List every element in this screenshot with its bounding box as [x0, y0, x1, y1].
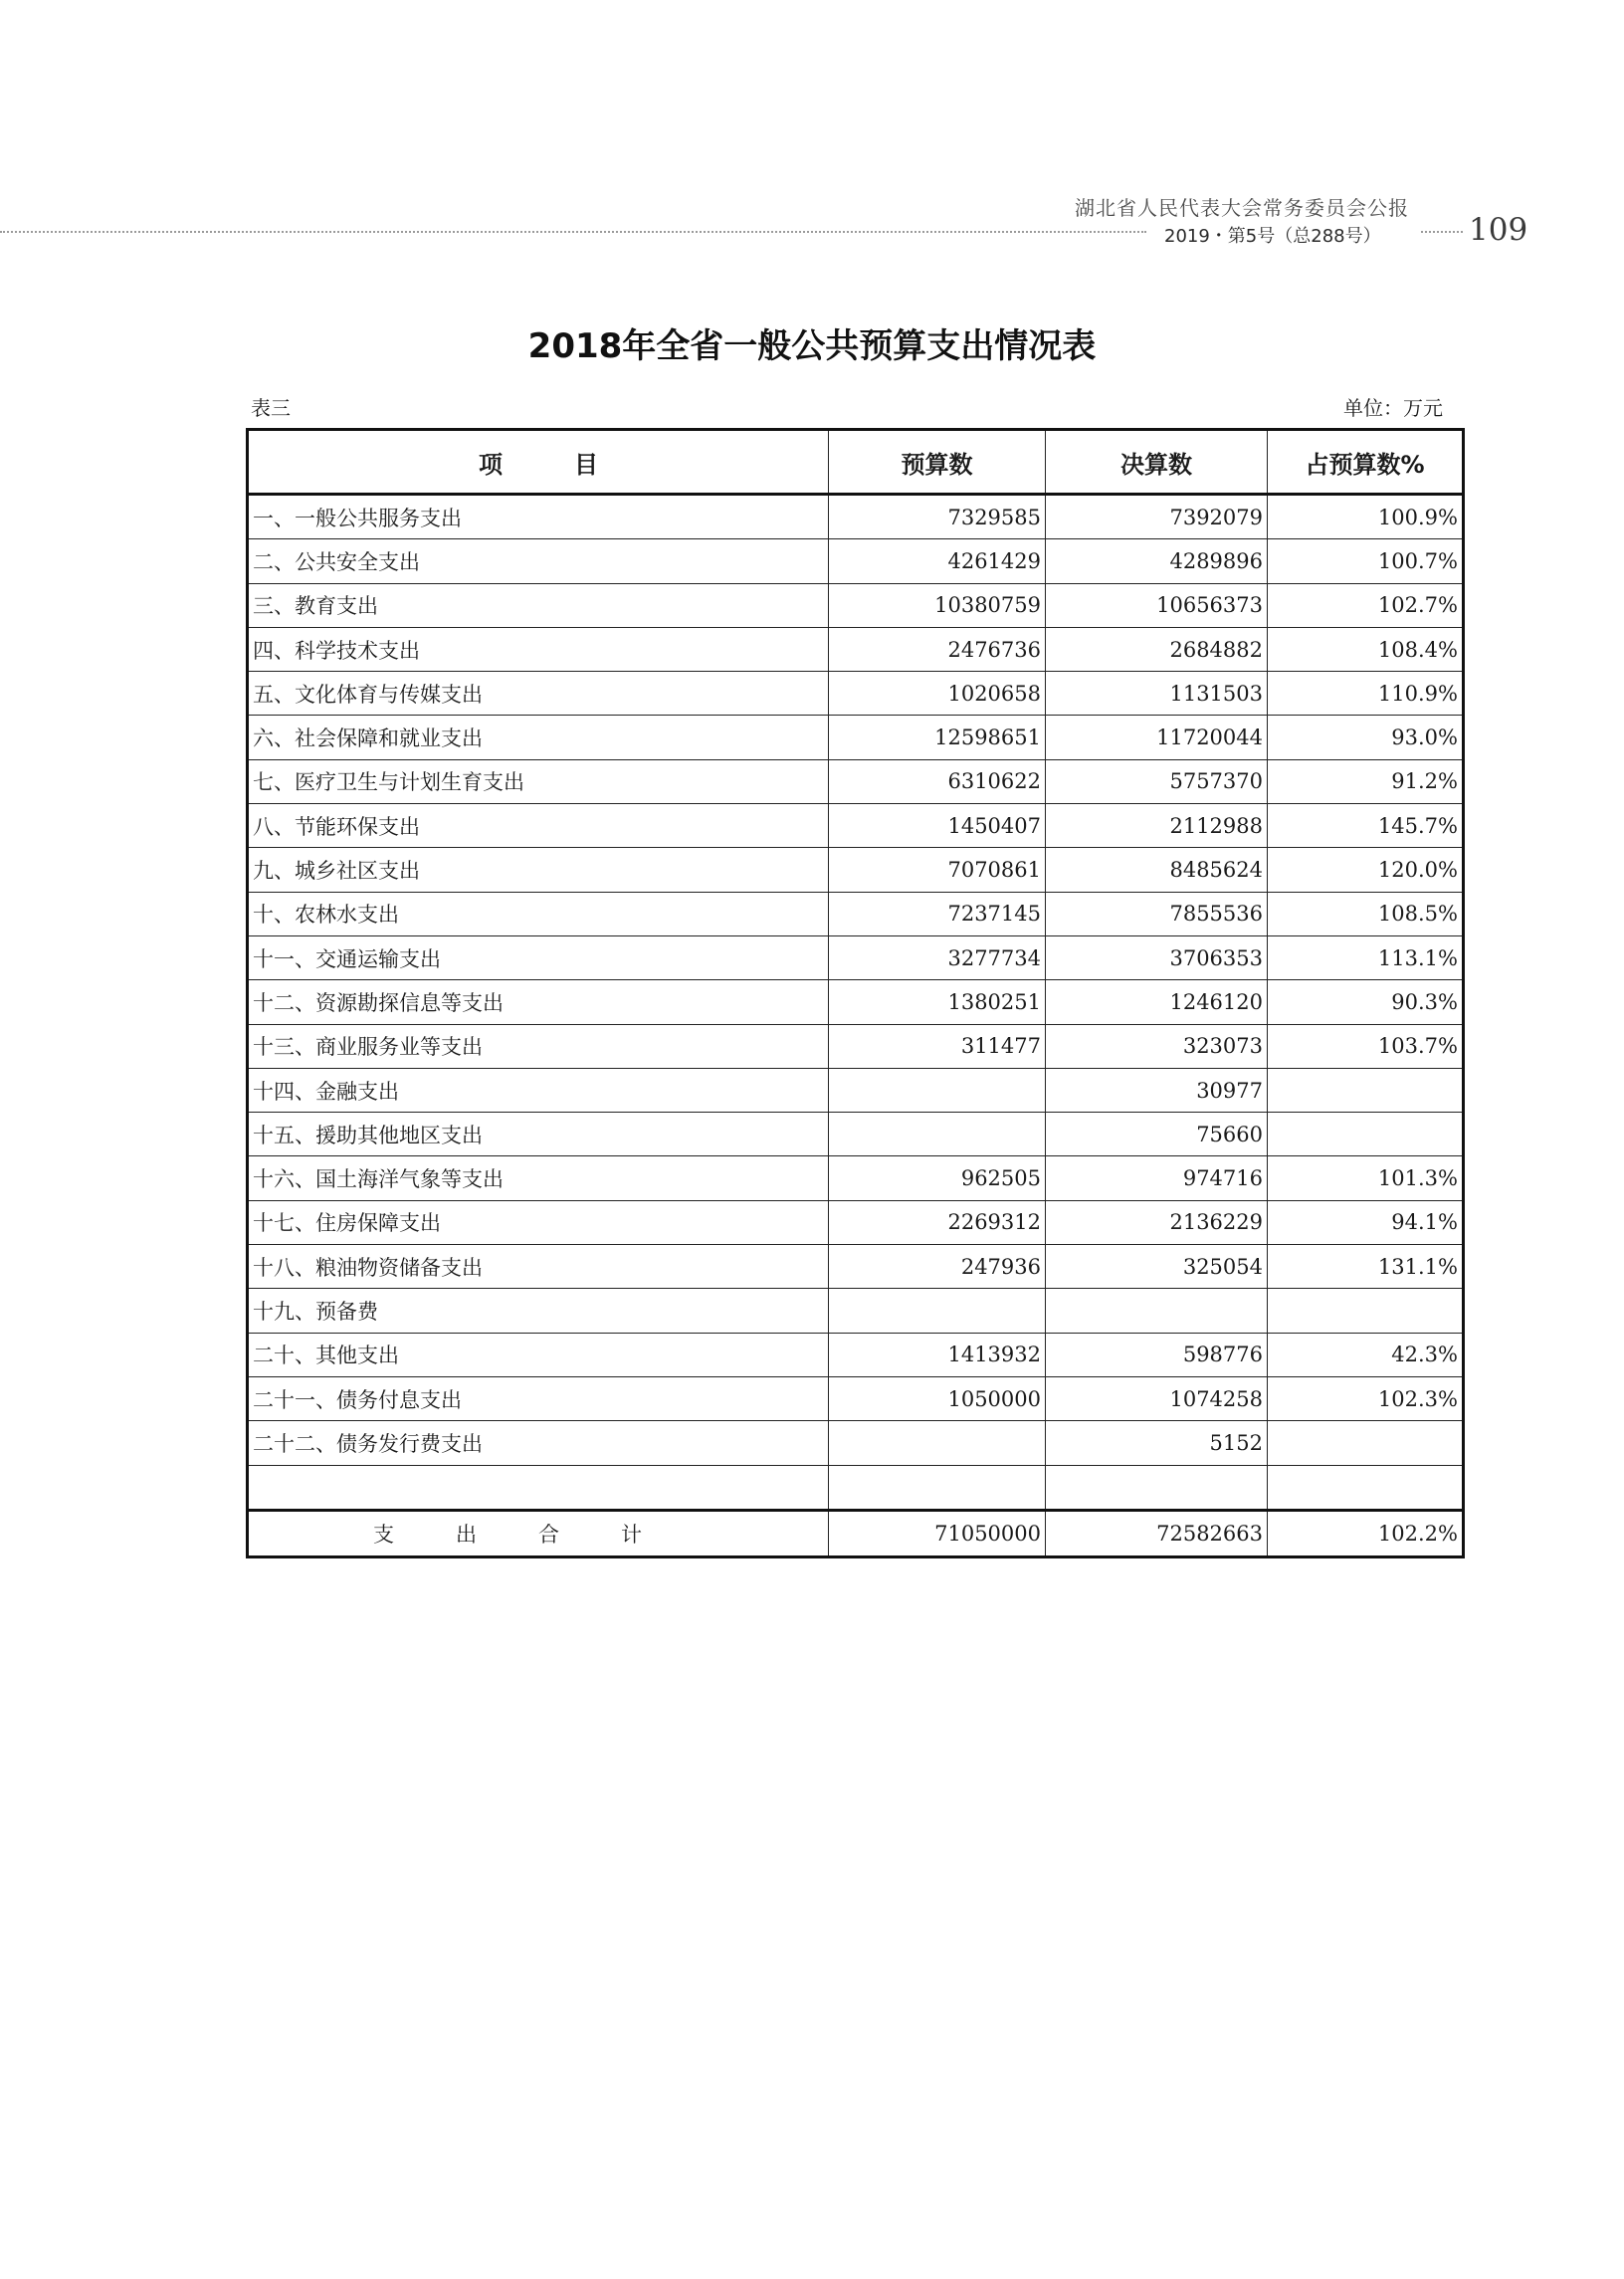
row-budget-value — [829, 1113, 1046, 1156]
row-actual-value: 1131503 — [1046, 672, 1268, 716]
row-percent-value — [1268, 1465, 1464, 1510]
table-row — [248, 716, 1464, 759]
row-item-name: 四、科学技术支出 — [248, 627, 829, 671]
row-actual-value: 2684882 — [1046, 627, 1268, 671]
row-actual-value: 11720044 — [1046, 716, 1268, 759]
table-row — [248, 627, 1464, 671]
row-item-name: 十八、粮油物资储备支出 — [248, 1245, 829, 1289]
row-item-name: 三、教育支出 — [248, 583, 829, 627]
row-item-name: 十五、援助其他地区支出 — [248, 1113, 829, 1156]
row-actual-value — [1046, 1465, 1268, 1510]
row-item-name: 二十、其他支出 — [248, 1333, 829, 1376]
row-actual-value: 1074258 — [1046, 1376, 1268, 1420]
row-budget-value: 247936 — [829, 1245, 1046, 1289]
row-item-name: 十四、金融支出 — [248, 1068, 829, 1112]
row-actual-value: 75660 — [1046, 1113, 1268, 1156]
row-percent-value — [1268, 1113, 1464, 1156]
budget-table — [246, 428, 1465, 1558]
table-row — [248, 848, 1464, 892]
table-row — [248, 892, 1464, 935]
row-actual-value: 7855536 — [1046, 892, 1268, 935]
row-percent-value: 120.0% — [1268, 848, 1464, 892]
table-body — [248, 495, 1464, 1511]
row-budget-value: 10380759 — [829, 583, 1046, 627]
row-percent-value: 101.3% — [1268, 1156, 1464, 1200]
row-budget-value: 1050000 — [829, 1376, 1046, 1420]
row-actual-value: 3706353 — [1046, 935, 1268, 979]
row-budget-value — [829, 1289, 1046, 1333]
row-budget-value: 311477 — [829, 1024, 1046, 1068]
table-label: 表三 — [251, 396, 291, 420]
row-item-name: 十一、交通运输支出 — [248, 935, 829, 979]
row-budget-value: 4261429 — [829, 539, 1046, 583]
row-percent-value: 90.3% — [1268, 980, 1464, 1024]
row-actual-value — [1046, 1289, 1268, 1333]
row-actual-value: 325054 — [1046, 1245, 1268, 1289]
row-percent-value: 108.5% — [1268, 892, 1464, 935]
row-percent-value: 103.7% — [1268, 1024, 1464, 1068]
table-row — [248, 1156, 1464, 1200]
table-row — [248, 495, 1464, 539]
page-title: 2018年全省一般公共预算支出情况表 — [527, 326, 1097, 366]
row-actual-value: 2112988 — [1046, 804, 1268, 848]
row-percent-value: 110.9% — [1268, 672, 1464, 716]
row-percent-value: 131.1% — [1268, 1245, 1464, 1289]
table-row — [248, 1200, 1464, 1244]
table-row — [248, 583, 1464, 627]
total-budget: 71050000 — [829, 1510, 1046, 1556]
table-row — [248, 1376, 1464, 1420]
row-percent-value: 102.7% — [1268, 583, 1464, 627]
row-actual-value: 8485624 — [1046, 848, 1268, 892]
row-budget-value: 7329585 — [829, 495, 1046, 539]
table-row — [248, 804, 1464, 848]
header-dotted-rule-right — [1421, 231, 1463, 233]
table-row — [248, 1289, 1464, 1333]
row-budget-value: 962505 — [829, 1156, 1046, 1200]
table-row — [248, 1465, 1464, 1510]
row-budget-value: 2269312 — [829, 1200, 1046, 1244]
table-row — [248, 672, 1464, 716]
row-item-name — [248, 1465, 829, 1510]
row-budget-value: 1380251 — [829, 980, 1046, 1024]
row-budget-value: 2476736 — [829, 627, 1046, 671]
table-row — [248, 539, 1464, 583]
row-percent-value: 108.4% — [1268, 627, 1464, 671]
row-actual-value: 4289896 — [1046, 539, 1268, 583]
row-percent-value: 113.1% — [1268, 935, 1464, 979]
row-percent-value — [1268, 1421, 1464, 1465]
row-actual-value: 5757370 — [1046, 759, 1268, 803]
unit-label: 单位：万元 — [1343, 396, 1443, 420]
row-budget-value — [829, 1465, 1046, 1510]
row-actual-value: 598776 — [1046, 1333, 1268, 1376]
row-item-name: 八、节能环保支出 — [248, 804, 829, 848]
row-budget-value: 1413932 — [829, 1333, 1046, 1376]
row-item-name: 十九、预备费 — [248, 1289, 829, 1333]
row-percent-value: 100.7% — [1268, 539, 1464, 583]
table-row — [248, 1068, 1464, 1112]
table-header-row — [248, 430, 1464, 495]
row-actual-value: 30977 — [1046, 1068, 1268, 1112]
row-item-name: 二、公共安全支出 — [248, 539, 829, 583]
row-actual-value: 323073 — [1046, 1024, 1268, 1068]
row-percent-value — [1268, 1289, 1464, 1333]
row-item-name: 七、医疗卫生与计划生育支出 — [248, 759, 829, 803]
row-budget-value: 6310622 — [829, 759, 1046, 803]
row-actual-value: 5152 — [1046, 1421, 1268, 1465]
row-item-name: 十三、商业服务业等支出 — [248, 1024, 829, 1068]
row-percent-value: 94.1% — [1268, 1200, 1464, 1244]
row-actual-value: 7392079 — [1046, 495, 1268, 539]
row-budget-value: 3277734 — [829, 935, 1046, 979]
row-budget-value: 7070861 — [829, 848, 1046, 892]
row-actual-value: 974716 — [1046, 1156, 1268, 1200]
row-item-name: 二十一、债务付息支出 — [248, 1376, 829, 1420]
row-budget-value: 7237145 — [829, 892, 1046, 935]
total-label: 支出合计 — [248, 1510, 829, 1556]
row-percent-value: 91.2% — [1268, 759, 1464, 803]
column-header-budget: 预算数 — [829, 430, 1046, 495]
row-budget-value: 1450407 — [829, 804, 1046, 848]
row-percent-value: 42.3% — [1268, 1333, 1464, 1376]
row-item-name: 九、城乡社区支出 — [248, 848, 829, 892]
column-header-item: 项 目 — [248, 430, 829, 495]
total-percent: 102.2% — [1268, 1510, 1464, 1556]
row-item-name: 六、社会保障和就业支出 — [248, 716, 829, 759]
row-item-name: 十二、资源勘探信息等支出 — [248, 980, 829, 1024]
column-header-actual: 决算数 — [1046, 430, 1268, 495]
row-percent-value: 145.7% — [1268, 804, 1464, 848]
total-actual: 72582663 — [1046, 1510, 1268, 1556]
header-dotted-rule — [0, 231, 1146, 233]
row-budget-value: 12598651 — [829, 716, 1046, 759]
table-row — [248, 1024, 1464, 1068]
table-row — [248, 759, 1464, 803]
total-row — [248, 1510, 1464, 1556]
table-row — [248, 980, 1464, 1024]
row-budget-value — [829, 1421, 1046, 1465]
row-item-name: 二十二、债务发行费支出 — [248, 1421, 829, 1465]
issue-number: 2019・第5号（总288号） — [1164, 226, 1381, 247]
table-row — [248, 1113, 1464, 1156]
row-actual-value: 2136229 — [1046, 1200, 1268, 1244]
row-actual-value: 1246120 — [1046, 980, 1268, 1024]
row-percent-value: 93.0% — [1268, 716, 1464, 759]
row-budget-value: 1020658 — [829, 672, 1046, 716]
row-item-name: 一、一般公共服务支出 — [248, 495, 829, 539]
table-row — [248, 1245, 1464, 1289]
row-actual-value: 10656373 — [1046, 583, 1268, 627]
table-row — [248, 935, 1464, 979]
column-header-percent: 占预算数% — [1268, 430, 1464, 495]
journal-name: 湖北省人民代表大会常务委员会公报 — [1075, 196, 1409, 220]
table-row — [248, 1421, 1464, 1465]
row-item-name: 五、文化体育与传媒支出 — [248, 672, 829, 716]
row-item-name: 十、农林水支出 — [248, 892, 829, 935]
row-item-name: 十七、住房保障支出 — [248, 1200, 829, 1244]
row-item-name: 十六、国土海洋气象等支出 — [248, 1156, 829, 1200]
row-percent-value: 102.3% — [1268, 1376, 1464, 1420]
row-budget-value — [829, 1068, 1046, 1112]
page-number: 109 — [1469, 212, 1528, 248]
row-percent-value: 100.9% — [1268, 495, 1464, 539]
table-row — [248, 1333, 1464, 1376]
row-percent-value — [1268, 1068, 1464, 1112]
